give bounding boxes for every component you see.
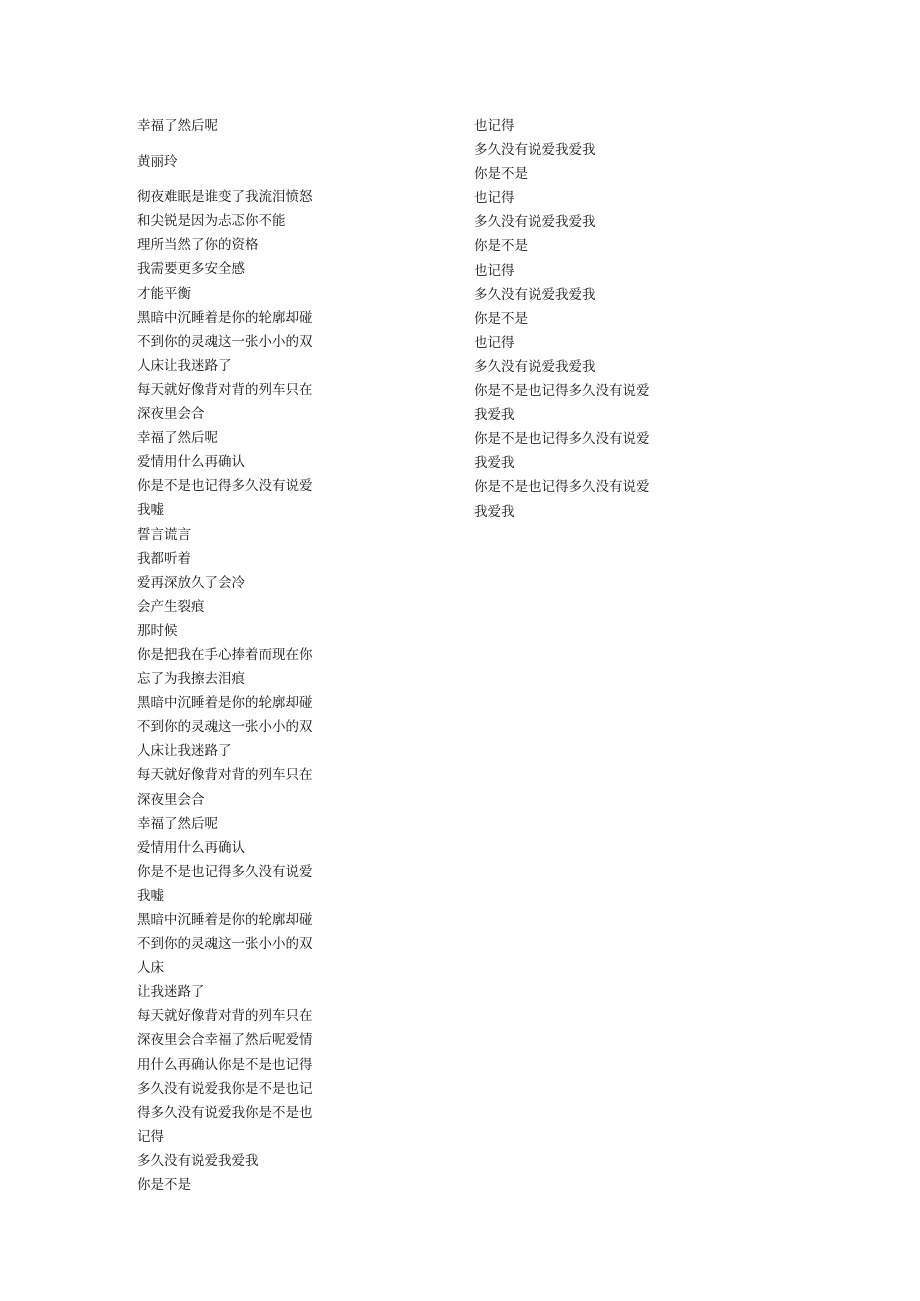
lyric-line: 黑暗中沉睡着是你的轮廓却碰 [137, 309, 313, 326]
lyric-line: 得多久没有说爱我你是不是也 [137, 1104, 313, 1121]
lyric-line: 你是不是 [474, 166, 528, 183]
lyric-line: 爱情用什么再确认 [137, 839, 245, 856]
lyric-line: 多久没有说爱我你是不是也记 [137, 1080, 313, 1097]
lyric-line: 幸福了然后呢 [137, 430, 218, 447]
lyric-line: 多久没有说爱我爱我 [137, 1152, 259, 1169]
lyric-line: 也记得 [474, 118, 515, 134]
lyric-line: 彻夜难眠是谁变了我流泪愤怒 [137, 189, 313, 206]
lyric-line: 你是不是也记得多久没有说爱 [474, 383, 650, 400]
lyric-line: 会产生裂痕 [137, 598, 205, 615]
lyric-line: 你是不是也记得多久没有说爱 [474, 431, 650, 448]
lyric-line: 你是不是也记得多久没有说爱 [137, 478, 313, 495]
song-artist: 黄丽玲 [137, 154, 178, 171]
lyric-line: 记得 [137, 1128, 164, 1145]
lyric-line: 让我迷路了 [137, 984, 205, 1001]
lyric-line: 我嘘 [137, 887, 164, 904]
lyric-line: 我需要更多安全感 [137, 261, 245, 278]
lyric-line: 用什么再确认你是不是也记得 [137, 1056, 313, 1073]
lyric-line: 才能平衡 [137, 285, 191, 302]
lyric-line: 每天就好像背对背的列车只在 [137, 1008, 313, 1025]
lyric-line: 深夜里会合 [137, 406, 205, 423]
lyric-line: 也记得 [474, 190, 515, 207]
lyric-line: 你是不是也记得多久没有说爱 [137, 863, 313, 880]
lyric-line: 不到你的灵魂这一张小小的双 [137, 936, 313, 953]
lyric-line: 和尖锐是因为忐忑你不能 [137, 213, 286, 230]
lyric-line: 多久没有说爱我爱我 [474, 142, 596, 159]
lyric-line: 幸福了然后呢 [137, 815, 218, 832]
lyric-line: 理所当然了你的资格 [137, 237, 259, 254]
lyrics-right-lines [474, 114, 674, 524]
lyric-line: 也记得 [474, 262, 515, 279]
lyric-line: 人床让我迷路了 [137, 743, 232, 760]
lyric-line: 我都听着 [137, 550, 191, 567]
lyric-line: 你是不是也记得多久没有说爱 [474, 479, 650, 496]
lyric-line: 人床让我迷路了 [137, 357, 232, 374]
lyric-line: 爱再深放久了会冷 [137, 574, 245, 591]
lyric-line: 我嘘 [137, 502, 164, 519]
lyric-line: 多久没有说爱我爱我 [474, 286, 596, 303]
lyric-line: 我爱我 [474, 407, 515, 424]
lyric-line: 忘了为我擦去泪痕 [137, 671, 245, 688]
lyric-line: 深夜里会合幸福了然后呢爱情 [137, 1032, 313, 1049]
lyric-line: 多久没有说爱我爱我 [474, 214, 596, 231]
lyric-line: 爱情用什么再确认 [137, 454, 245, 471]
lyric-line: 黑暗中沉睡着是你的轮廓却碰 [137, 695, 313, 712]
lyric-line: 我爱我 [474, 503, 515, 520]
lyric-line: 你是不是 [474, 310, 528, 327]
song-title: 幸福了然后呢 [137, 118, 218, 134]
lyrics-left-lines [137, 185, 337, 1197]
lyric-line: 你是不是 [474, 238, 528, 255]
lyric-line: 每天就好像背对背的列车只在 [137, 767, 313, 784]
lyric-line: 黑暗中沉睡着是你的轮廓却碰 [137, 912, 313, 928]
lyric-line: 也记得 [474, 334, 515, 351]
lyric-line: 你是不是 [137, 1177, 191, 1194]
lyrics-left-column [137, 114, 337, 1197]
lyric-line: 每天就好像背对背的列车只在 [137, 381, 313, 398]
lyric-line: 那时候 [137, 622, 178, 639]
lyric-line: 深夜里会合 [137, 791, 205, 808]
lyric-line: 人床 [137, 960, 164, 977]
lyric-line: 不到你的灵魂这一张小小的双 [137, 333, 313, 350]
lyric-line: 誓言谎言 [137, 526, 191, 543]
lyric-line: 多久没有说爱我爱我 [474, 358, 596, 375]
lyric-line: 你是把我在手心捧着而现在你 [137, 646, 313, 663]
lyric-line: 不到你的灵魂这一张小小的双 [137, 719, 313, 736]
lyric-line: 我爱我 [474, 455, 515, 472]
lyrics-right-column [474, 114, 674, 524]
